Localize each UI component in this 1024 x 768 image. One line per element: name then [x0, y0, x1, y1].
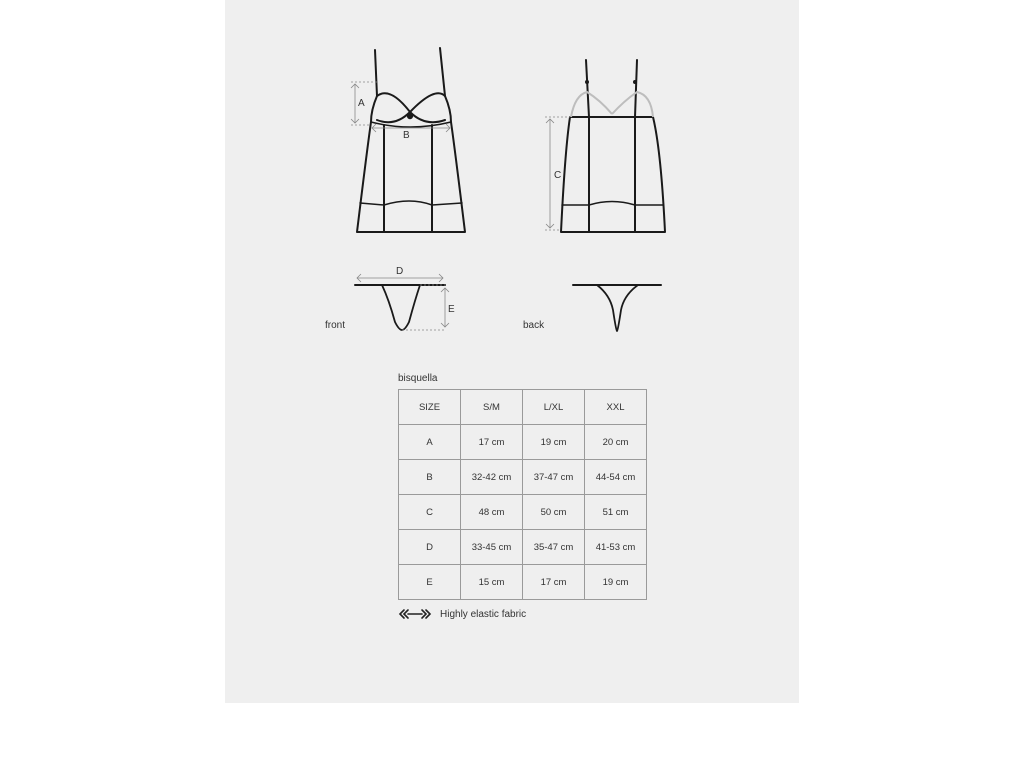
- table-cell: 33-45 cm: [461, 530, 523, 565]
- dimension-label-a: A: [358, 98, 365, 109]
- table-row: [399, 425, 647, 460]
- table-cell: 41-53 cm: [585, 530, 647, 565]
- table-cell: 44-54 cm: [585, 460, 647, 495]
- table-row: [399, 495, 647, 530]
- table-row: [399, 460, 647, 495]
- dimension-label-d: D: [396, 266, 404, 277]
- table-cell: B: [399, 460, 461, 495]
- front-thong-drawing: [355, 285, 445, 330]
- dimension-label-b: B: [403, 130, 410, 141]
- front-chemise-drawing: [357, 48, 465, 232]
- table-cell: 50 cm: [523, 495, 585, 530]
- elastic-fabric-text: Highly elastic fabric: [440, 608, 527, 620]
- table-cell: E: [399, 565, 461, 600]
- back-thong-drawing: [573, 285, 661, 331]
- elastic-fabric-note: [398, 608, 526, 620]
- table-header-cell: XXL: [585, 390, 647, 425]
- table-header-cell: S/M: [461, 390, 523, 425]
- front-caption: front: [325, 320, 346, 331]
- table-cell: 32-42 cm: [461, 460, 523, 495]
- table-row: [399, 530, 647, 565]
- dimension-label-e: E: [448, 304, 455, 315]
- table-header-cell: L/XL: [523, 390, 585, 425]
- table-cell: D: [399, 530, 461, 565]
- table-cell: 17 cm: [461, 425, 523, 460]
- table-cell: 19 cm: [585, 565, 647, 600]
- back-chemise-drawing: [561, 60, 665, 232]
- table-header-cell: SIZE: [399, 390, 461, 425]
- table-cell: 19 cm: [523, 425, 585, 460]
- table-cell: C: [399, 495, 461, 530]
- back-caption: back: [523, 320, 545, 331]
- table-cell: 15 cm: [461, 565, 523, 600]
- table-cell: 35-47 cm: [523, 530, 585, 565]
- table-cell: 17 cm: [523, 565, 585, 600]
- elastic-arrows-icon: [398, 608, 432, 620]
- table-row: [399, 565, 647, 600]
- dimension-label-c: C: [554, 170, 562, 181]
- table-cell: 51 cm: [585, 495, 647, 530]
- table-cell: A: [399, 425, 461, 460]
- table-cell: 37-47 cm: [523, 460, 585, 495]
- size-chart-sheet: [225, 0, 799, 703]
- product-name: bisquella: [398, 373, 438, 384]
- size-table: [398, 389, 647, 600]
- table-header-row: [399, 390, 647, 425]
- garment-diagrams: [225, 0, 799, 400]
- table-cell: 48 cm: [461, 495, 523, 530]
- table-cell: 20 cm: [585, 425, 647, 460]
